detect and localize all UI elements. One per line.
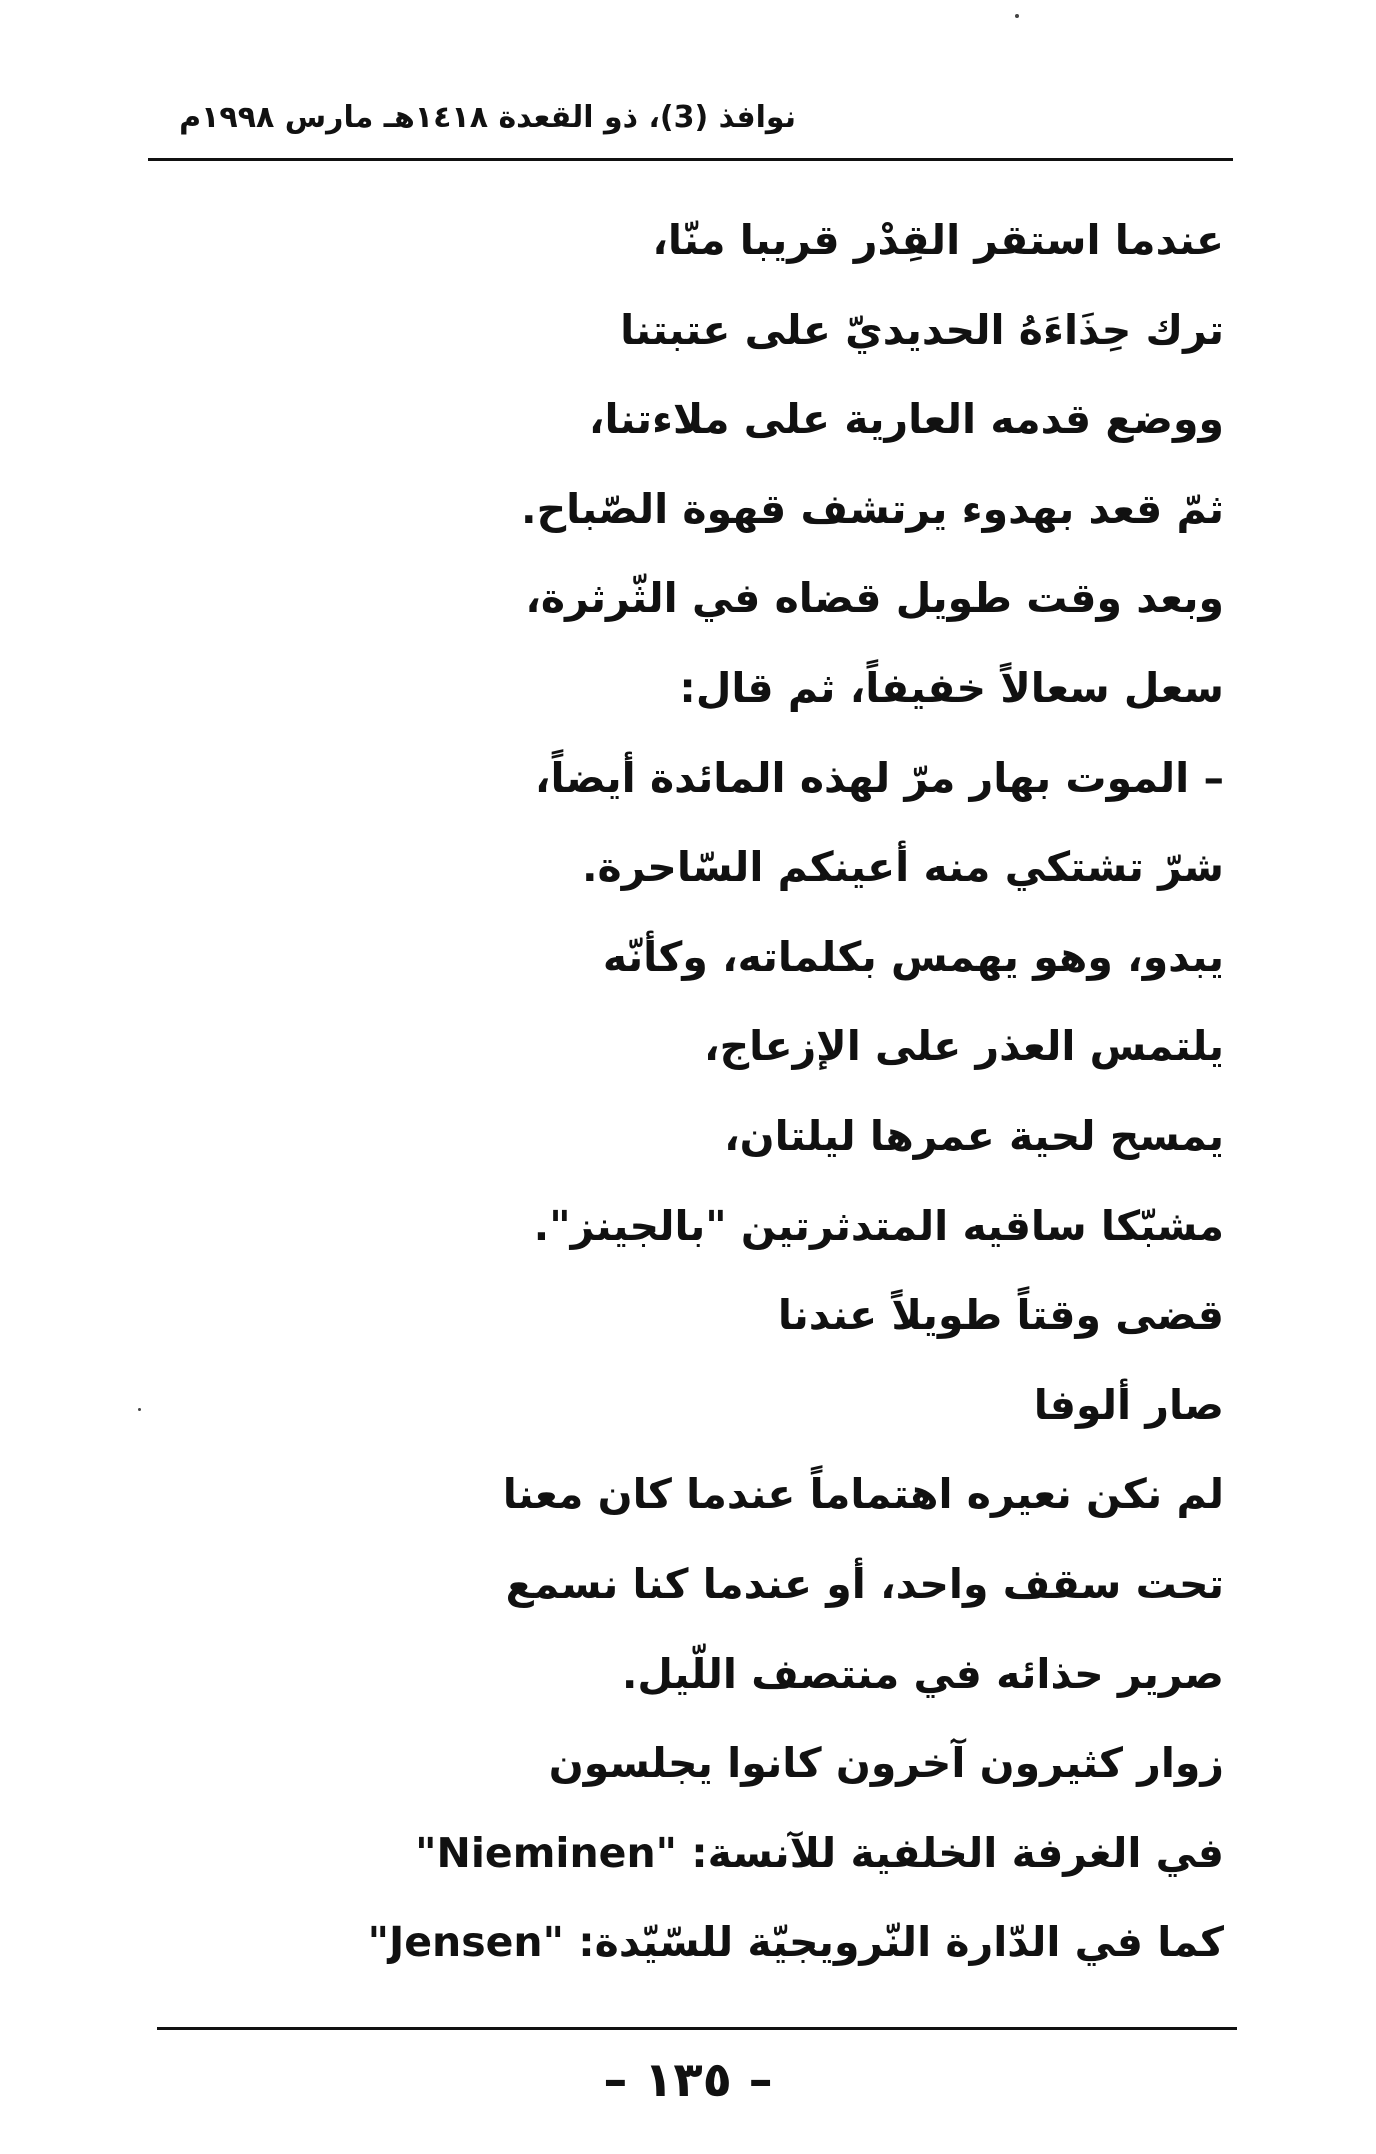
poem-line: شرّ تشتكي منه أعينكم السّاحرة.	[581, 843, 1224, 892]
poem-body	[324, 196, 1224, 1988]
scan-speck	[1015, 14, 1019, 18]
poem-line: سعل سعالاً خفيفاً، ثم قال:	[679, 663, 1224, 712]
footer-divider	[157, 2027, 1237, 2030]
poem-line: لم نكن نعيره اهتماماً عندما كان معنا	[502, 1470, 1224, 1519]
poem-line: يلتمس العذر على الإزعاج،	[704, 1022, 1224, 1071]
page-number: – ١٣٥ –	[603, 2052, 773, 2108]
poem-line: زوار كثيرون آخرون كانوا يجلسون	[548, 1739, 1224, 1788]
poem-line: كما في الدّارة النّرويجيّة للسّيّدة: "Jensen"	[367, 1918, 1224, 1967]
poem-line: عندما استقر القِدْر قريبا منّا،	[652, 216, 1224, 264]
poem-line: صار ألوفا	[1033, 1380, 1224, 1429]
header-divider	[148, 158, 1233, 161]
poem-line: صرير حذائه في منتصف اللّيل.	[621, 1649, 1224, 1698]
poem-line: – الموت بهار مرّ لهذه المائدة أيضاً،	[534, 753, 1224, 802]
poem-line: وبعد وقت طويل قضاه في الثّرثرة،	[525, 574, 1224, 623]
poem-line: قضى وقتاً طويلاً عندنا	[777, 1291, 1224, 1340]
poem-line: مشبّكا ساقيه المتدثرتين "بالجينز".	[533, 1201, 1224, 1250]
poem-line: ثمّ قعد بهدوء يرتشف قهوة الصّباح.	[521, 484, 1224, 533]
poem-line: يبدو، وهو يهمس بكلماته، وكأنّه	[602, 932, 1224, 981]
poem-line: تحت سقف واحد، أو عندما كنا نسمع	[505, 1559, 1224, 1608]
running-header: نوافذ (3)، ذو القعدة ١٤١٨هـ مارس ١٩٩٨م	[179, 100, 796, 135]
poem-line: ترك حِذَاءَهُ الحديديّ على عتبتنا	[620, 305, 1224, 354]
poem-line: يمسح لحية عمرها ليلتان،	[724, 1111, 1224, 1160]
poem-line: في الغرفة الخلفية للآنسة: "Nieminen"	[415, 1828, 1224, 1877]
poem-line: ووضع قدمه العارية على ملاءتنا،	[588, 395, 1224, 444]
scan-speck	[138, 1408, 141, 1411]
